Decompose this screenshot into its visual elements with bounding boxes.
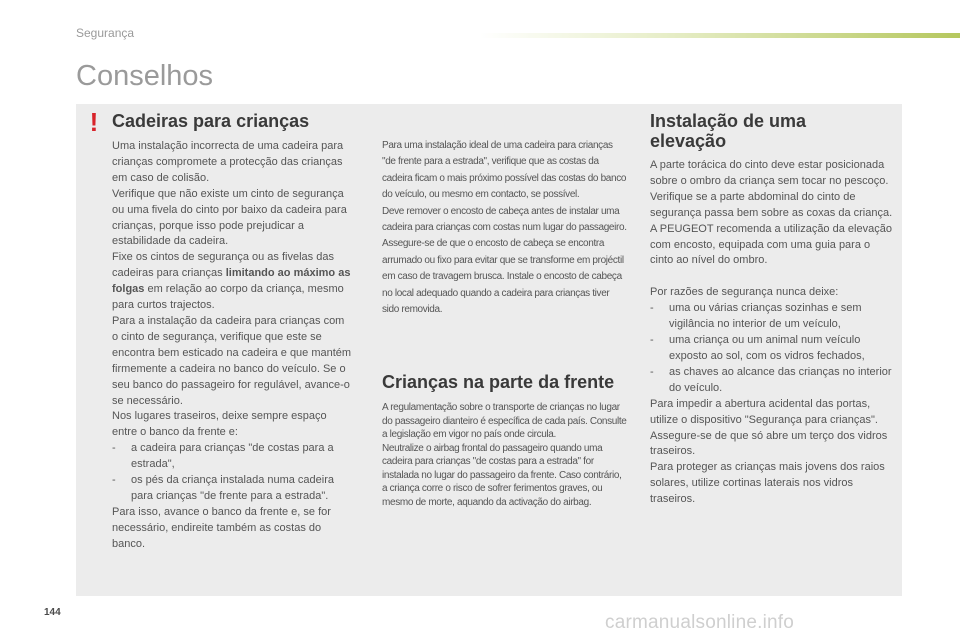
paragraph: A PEUGEOT recomenda a utilização da elevação com encosto, equipada com uma guia para o cinto ao nível do ombro. (650, 222, 892, 267)
heading-booster: Instalação de uma elevação (650, 111, 807, 151)
middle-column-lower (382, 372, 628, 509)
paragraph: Para impedir a abertura acidental das portas, utilize o dispositivo "Segurança para crianças". (650, 397, 878, 426)
heading-front-children: Crianças na parte da frente (382, 372, 615, 392)
paragraph: A parte torácica do cinto deve estar posicionada sobre o ombro da criança sem tocar no pescoço. (650, 159, 889, 187)
list-item-text: as chaves ao alcance das crianças no interior do veículo. (669, 365, 892, 394)
paragraph: Neutralize o airbag frontal do passageiro quando uma cadeira para crianças "de costas para a estrada" for instalada no lugar do passageiro da frente. Caso contrário, a criança corre o risco de sofrer ferimentos graves, ou mesmo de morte, aquando da activação do airbag. (382, 442, 622, 508)
list-item-text: a cadeira para crianças "de costas para a estrada", (131, 442, 334, 471)
paragraph: Verifique se a parte abdominal do cinto de segurança passa bem sobre as coxas da criança. (650, 190, 893, 219)
list-item: - uma criança ou um animal num veículo exposto ao sol, com os vidros fechados, (650, 333, 894, 365)
page-number: 144 (44, 607, 61, 618)
text-run: Fixe os cintos de segurança ou as fivelas das cadeiras para crianças (112, 251, 334, 280)
paragraph: Nos lugares traseiros, deixe sempre espaço entre o banco da frente e: (112, 410, 327, 439)
list-item: - a cadeira para crianças "de costas para a estrada", (112, 441, 352, 473)
page-title: Conselhos (76, 60, 214, 92)
paragraph: Deve remover o encosto de cabeça antes de instalar uma cadeira para crianças com costas num lugar do passageiro. (382, 205, 627, 234)
paragraph: A regulamentação sobre o transporte de crianças no lugar do passageiro dianteiro é específica de cada país. Consulte a legislação em vigor no país onde circula. (382, 402, 627, 440)
paragraph: Assegure-se de que só abre um terço dos vidros traseiros. (650, 429, 888, 458)
paragraph: Para isso, avance o banco da frente e, se for necessário, endireite também as costas do banco. (112, 505, 331, 550)
heading-child-seats: Cadeiras para crianças (112, 111, 310, 131)
right-column (650, 111, 894, 508)
left-column (112, 111, 352, 553)
paragraph: Para proteger as crianças mais jovens dos raios solares, utilize cortinas laterais nos vidros traseiros. (650, 461, 885, 506)
paragraph: Uma instalação incorrecta de uma cadeira para crianças compromete a protecção das crianças em caso de colisão. (112, 140, 344, 184)
warning-icon: ! (89, 107, 99, 137)
paragraph: Verifique que não existe um cinto de segurança ou uma fivela do cinto por baixo da cadeira para crianças, porque isso pode prejudicar a estabilidade da cadeira. (112, 187, 347, 248)
list-item-text: uma ou várias crianças sozinhas e sem vigilância no interior de um veículo, (669, 302, 862, 331)
paragraph: Assegure-se de que o encosto de cabeça se encontra arrumado ou fixo para evitar que se transforme em projéctil em caso de travagem brusca. Instale o encosto de cabeça no local adequado quando a cadeira para crianças tiver sido removida. (382, 238, 624, 316)
list-item: - os pés da criança instalada numa cadeira para crianças "de frente para a estrada". (112, 473, 352, 505)
bold-text: limitando ao máximo as folgas (112, 267, 351, 296)
section-label: Segurança (76, 26, 135, 40)
list-item-text: uma criança ou um animal num veículo exposto ao sol, com os vidros fechados, (669, 334, 865, 362)
paragraph (112, 250, 352, 314)
watermark-text: carmanualsonline.info (605, 612, 795, 633)
paragraph: Para a instalação da cadeira para crianças com o cinto de segurança, verifique que este se encontra bem esticado na cadeira e que mantém firmemente a cadeira no banco do veículo. Se o seu banco do passageiro for regulável, avance-o se necessário. (112, 314, 352, 407)
middle-column (382, 138, 628, 318)
list-item: - as chaves ao alcance das crianças no interior do veículo. (650, 365, 894, 397)
list-item: - uma ou várias crianças sozinhas e sem vigilância no interior de um veículo, (650, 301, 894, 333)
list-item-text: os pés da criança instalada numa cadeira para crianças "de frente para a estrada". (131, 474, 335, 502)
text-run: em relação ao corpo da criança, mesmo para curtos trajectos. (112, 283, 344, 312)
accent-bar (480, 33, 960, 38)
paragraph: Por razões de segurança nunca deixe: (650, 286, 839, 299)
paragraph: Para uma instalação ideal de uma cadeira para crianças "de frente para a estrada", verifique que as costas da cadeira ficam o mais próximo possível das costas do banco do veículo, ou mesmo em contacto, se possível. (382, 140, 627, 201)
